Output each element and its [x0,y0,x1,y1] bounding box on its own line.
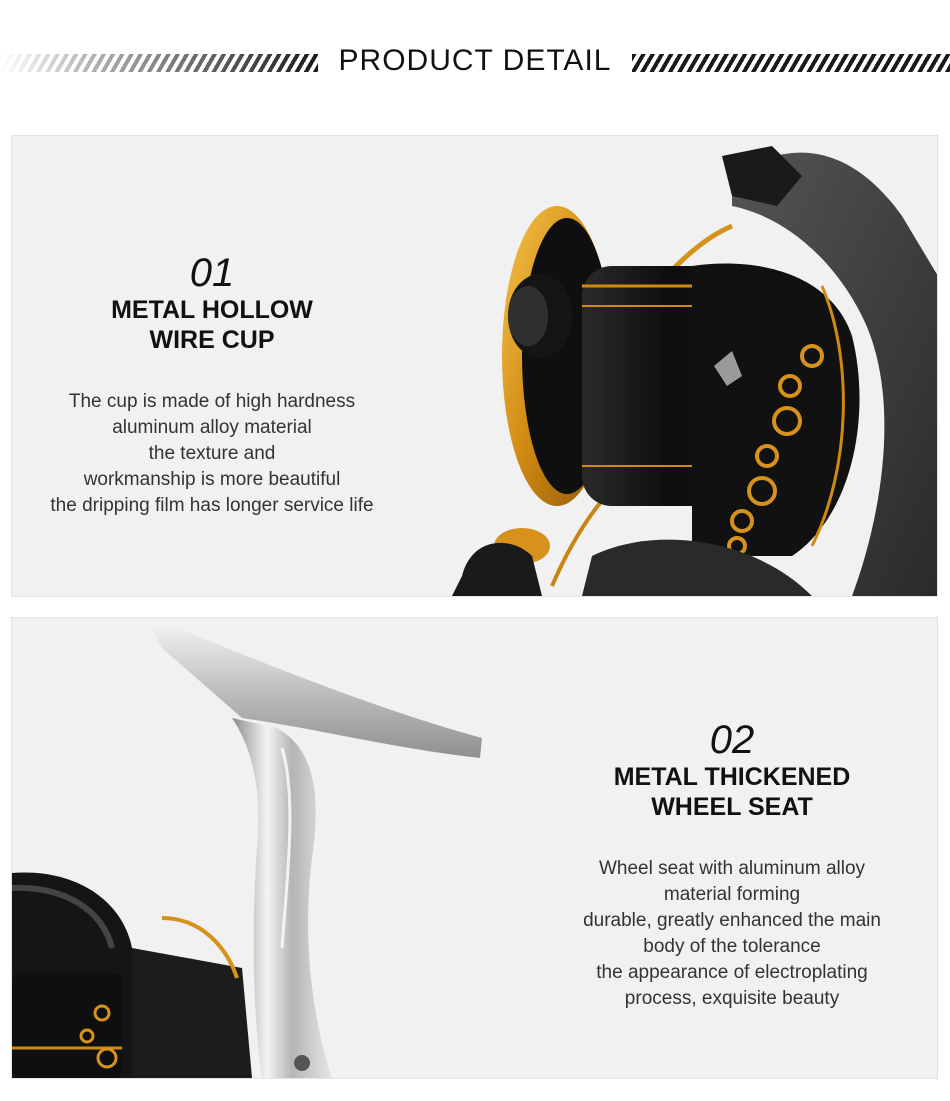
description-line: Wheel seat with aluminum alloy [598,858,866,879]
detail-panel-wire-cup [11,135,938,597]
detail-description [12,389,412,519]
description-line: workmanship is more beautiful [83,469,341,490]
description-line: the dripping film has longer service life [50,495,374,516]
detail-panel-wheel-seat [11,617,938,1079]
description-line: durable, greatly enhanced the main [583,910,881,931]
detail-description [542,856,922,1012]
detail-text-1 [12,251,412,519]
description-line: aluminum alloy material [112,417,312,438]
detail-number: 02 [709,718,755,762]
section-header [0,38,950,88]
description-line: process, exquisite beauty [624,988,840,1009]
detail-heading-line: WHEEL SEAT [651,793,813,821]
detail-heading-line: METAL HOLLOW [111,296,313,324]
description-line: The cup is made of high hardness [68,391,356,412]
detail-heading-line: METAL THICKENED [613,763,851,791]
reel-foot-image [12,618,512,1078]
header-stripe-left [0,54,318,72]
description-line: material forming [663,884,801,905]
header-stripe-right [632,54,950,72]
detail-text-2 [542,718,922,1012]
page-title: PRODUCT DETAIL [338,44,612,77]
description-line: the appearance of electroplating [596,962,868,983]
description-line: body of the tolerance [643,936,821,957]
detail-heading-line: WIRE CUP [149,326,275,354]
description-line: the texture and [148,443,276,464]
detail-number: 01 [189,251,235,295]
reel-spool-image [432,136,938,596]
